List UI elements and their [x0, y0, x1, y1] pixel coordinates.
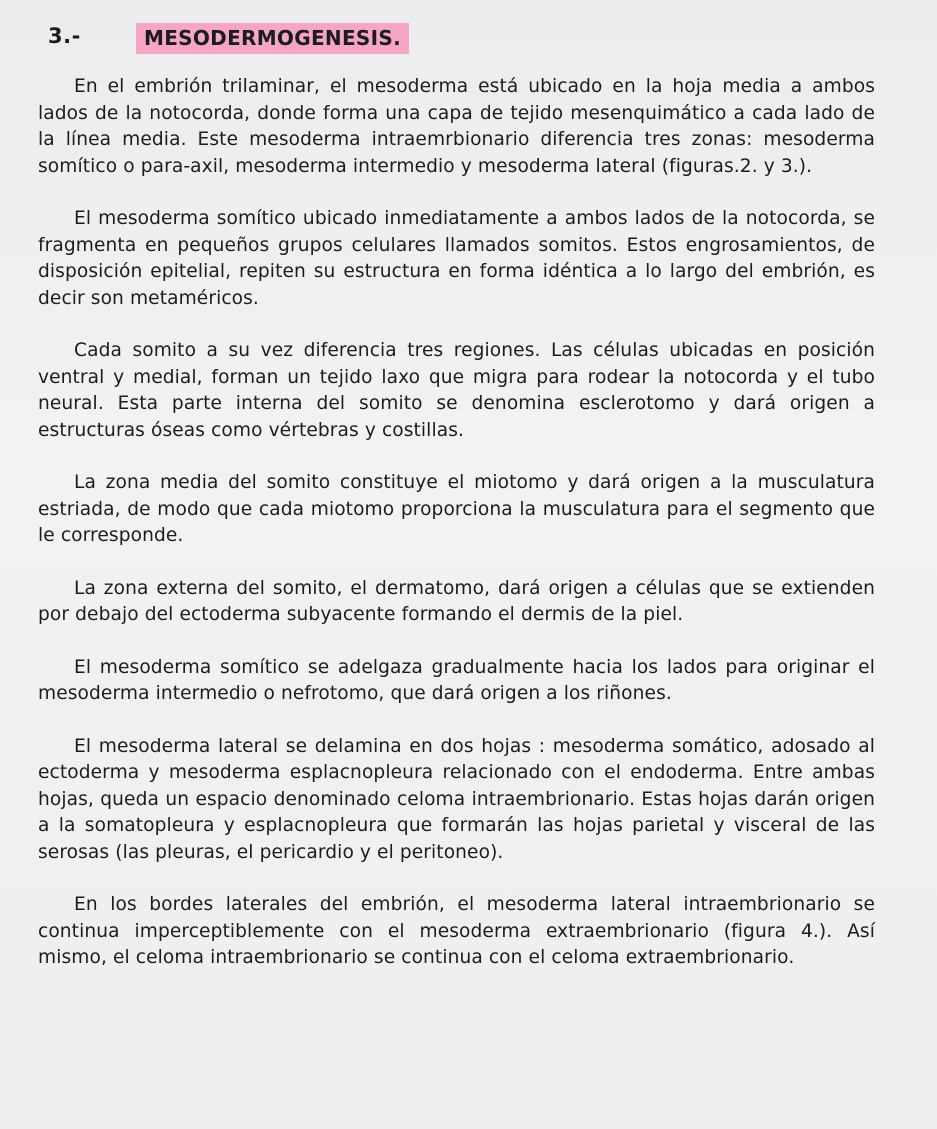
body-text	[38, 74, 875, 972]
paragraph-7: El mesoderma lateral se delamina en dos hojas : mesoderma somático, adosado al ectoderma y mesoderma esplacnopleura relacionado con el endoderma. Entre ambas hojas, queda un espacio denominado celoma intraembrionario. Estas hojas darán origen a la somatopleura y esplacnopleura que formarán las hojas parietal y visceral de las serosas (las pleuras, el pericardio y el peritoneo).	[38, 735, 875, 863]
section-heading	[38, 20, 875, 64]
page-title: MESODERMOGENESIS.	[136, 23, 409, 54]
section-number: 3.-	[48, 24, 81, 48]
paragraph-8: En los bordes laterales del embrión, el mesoderma lateral intraembrionario se continua imperceptiblemente con el mesoderma extraembrionario (figura 4.). Así mismo, el celoma intraembrionario se continua con el celoma extraembrionario.	[38, 894, 875, 968]
paragraph-3: Cada somito a su vez diferencia tres regiones. Las células ubicadas en posición ventral y medial, forman un tejido laxo que migra para rodear la notocorda y el tubo neural. Esta parte interna del somito se denomina esclerotomo y dará origen a estructuras óseas como vértebras y costillas.	[38, 340, 875, 441]
paragraph-6: El mesoderma somítico se adelgaza gradualmente hacia los lados para originar el mesoderma intermedio o nefrotomo, que dará origen a los riñones.	[38, 656, 875, 704]
paragraph-5: La zona externa del somito, el dermatomo, dará origen a células que se extienden por debajo del ectoderma subyacente formando el dermis de la piel.	[38, 577, 875, 625]
paragraph-1: En el embrión trilaminar, el mesoderma está ubicado en la hoja media a ambos lados de la notocorda, donde forma una capa de tejido mesenquimático a cada lado de la línea media. Este mesoderma intraemrbionario diferencia tres zonas: mesoderma somítico o para-axil, mesoderma intermedio y mesoderma lateral (figuras.2. y 3.).	[38, 76, 875, 177]
paragraph-2: El mesoderma somítico ubicado inmediatamente a ambos lados de la notocorda, se fragmenta en pequeños grupos celulares llamados somitos. Estos engrosamientos, de disposición epitelial, repiten su estructura en forma idéntica a lo largo del embrión, es decir son metaméricos.	[38, 208, 875, 309]
paragraph-4: La zona media del somito constituye el miotomo y dará origen a la musculatura estriada, de modo que cada miotomo proporciona la musculatura para el segmento que le corresponde.	[38, 472, 875, 546]
